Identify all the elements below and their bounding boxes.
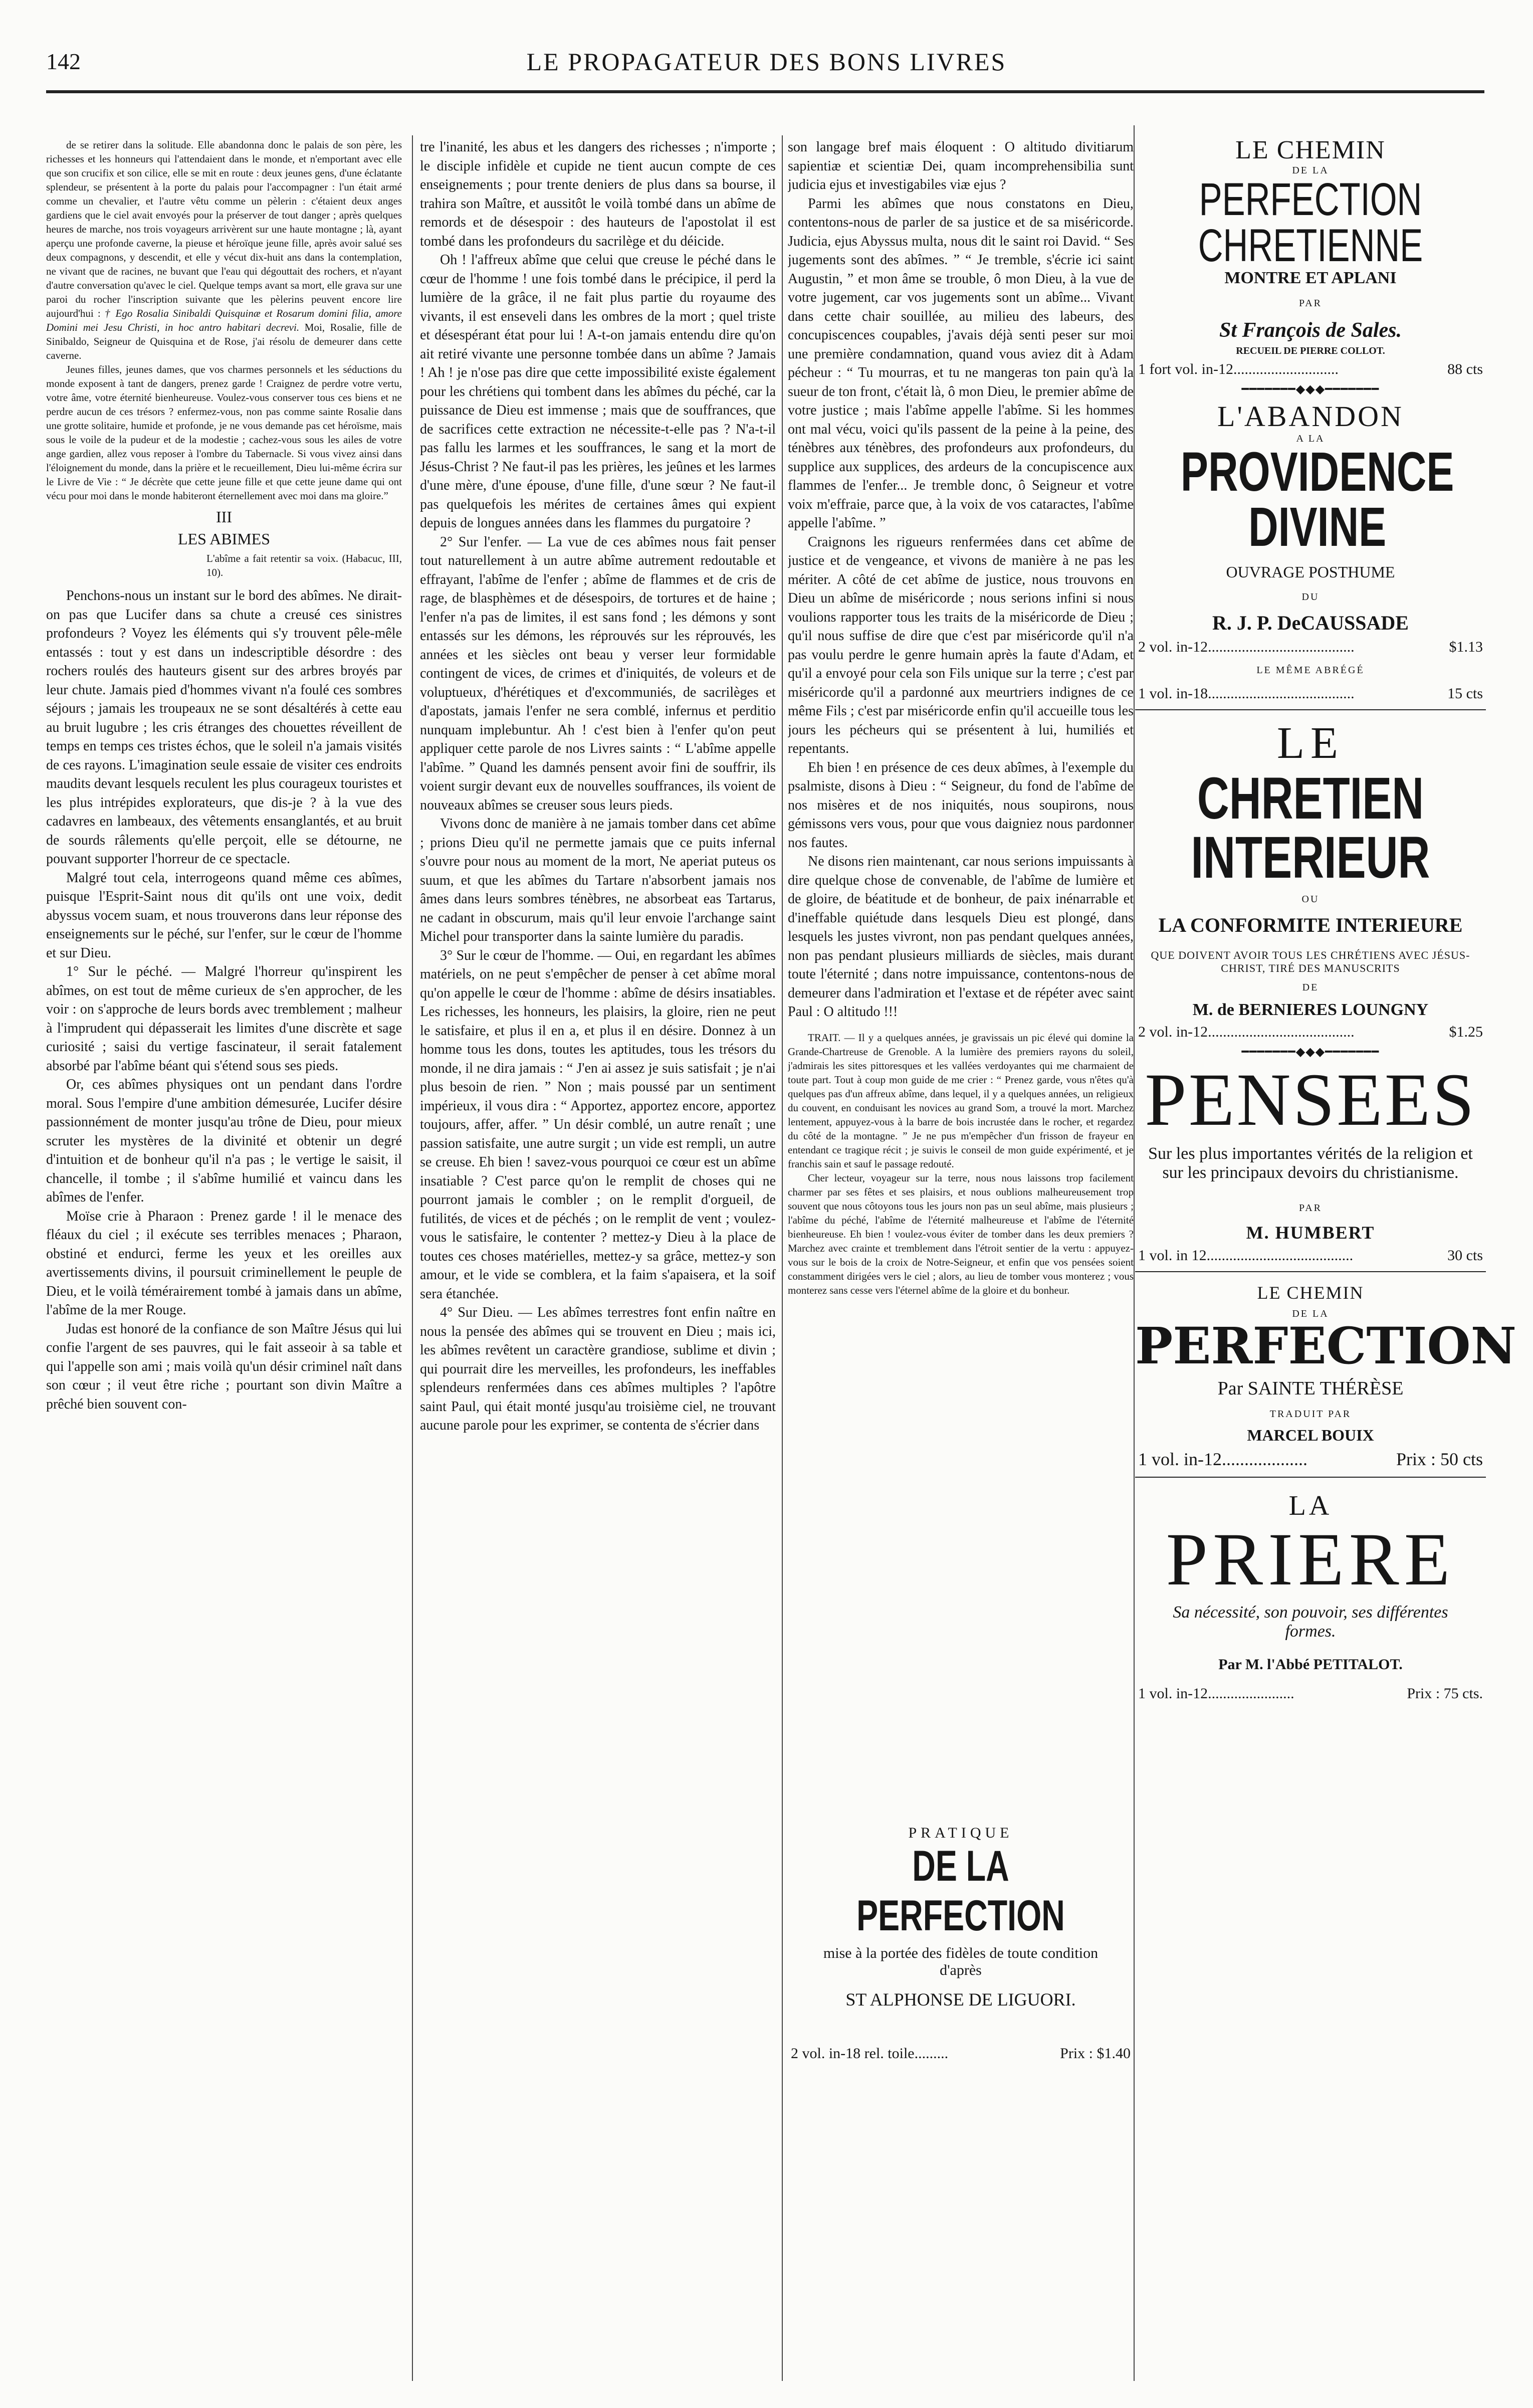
ad-divider [1135,709,1486,710]
ad-line: RECUEIL DE PIERRE COLLOT. [1236,345,1385,356]
ad-line: DU [1301,591,1320,603]
ad-title: DE LA PERFECTION [856,1842,1065,1940]
column-1 [46,138,402,1414]
column-3 [788,138,1134,1707]
ad-price: 1 vol. in 12....................................... 30 cts [1138,1247,1483,1264]
ad-title: PRIERE [1166,1518,1455,1601]
ad-line: Par SAINTE THÉRÈSE [1217,1378,1404,1399]
ad-price: 1 fort vol. in-12............................ 88 cts [1138,361,1483,377]
ad-price: 1 vol. in-12................... Prix : 50 cts [1138,1449,1483,1469]
paragraph: tre l'inanité, les abus et les dangers des richesses ; n'importe ; le disciple infidèle et cupide ne tient aucun compte de ces enseignements ; pour trente deniers de plus dans sa bourse, il trahira son Maître, et aussitôt le voilà tombé dans un abîme de remords et de désespoir : des hauteurs de l'apostolat il est tombé dans les profondeurs du sacrilège et du déicide. [420,139,776,249]
ad-divider [1135,1477,1486,1478]
ad-author: M. HUMBERT [1246,1223,1375,1243]
ad-title: PENSEES [1145,1058,1476,1141]
ad-line: PAR [1298,1202,1323,1214]
ad-price: 2 vol. in-12....................................... $1.13 [1138,639,1483,655]
ad-title: PROVIDENCE DIVINE [1180,441,1454,558]
ad-line: LE MÊME ABRÉGÉ [1256,665,1365,676]
column-divider [1134,125,1135,2381]
ad-line: LA [1288,1490,1333,1521]
paragraph: Moïse crie à Pharaon : Prenez garde ! il le menace des fléaux du ciel ; il exécute ses terribles menaces ; Pharaon, obstiné et endurci, ferme les yeux et les oreilles aux avertissements divins, il poursuit criminellement le peuple de Dieu, et le voilà témérairement tombé à jamais dans un abîme, l'abîme de la mer Rouge. [46,1208,402,1318]
ad-author: St François de Sales. [1219,319,1402,342]
ad-line: MONTRE ET APLANI [1224,269,1397,287]
paragraph: son langage bref mais éloquent : O altitudo divitiarum sapientiæ et scientiæ Dei, quam incomprehensibilia sunt judicia ejus et investigabiles viæ ejus ? [788,139,1134,192]
paragraph: Jeunes filles, jeunes dames, que vos charmes personnels et les séductions du monde exposent à tant de dangers, prenez garde ! Craignez de perdre votre vertu, votre âme, votre éternité bienheureuse. Voulez-vous conserver tous ces biens et ne perdre aucun de ces trésors ? enfermez-vous, non pas comme sainte Rosalie dans une grotte solitaire, humide et profonde, je ne vous demande pas cet héroïsme, mais sous le voile de la pudeur et de la modestie ; cachez-vous sous les ailes de votre ange gardien, allez vous reposer à l'ombre du Tabernacle. Si vous vivez ainsi dans l'éloignement du monde, dans la prière et le recueillement, Dieu lui-même écrira sur le Livre de Vie : “ Je décrète que cette jeune fille et que cette jeune dame qui ont vécu pour moi dans le monde habiteront éternellement avec moi dans ma gloire.” [46,363,402,502]
ad-line: LE CHEMIN [1257,1283,1364,1303]
running-title: LE PROPAGATEUR DES BONS LIVRES [526,48,1007,76]
ad-title: PERFECTION CHRETIENNE [1198,174,1423,271]
ad-title: CHRETIEN INTERIEUR [1191,765,1430,891]
ad-line: L'ABANDON [1217,400,1404,433]
ornament-divider: ━━━━━━━◆◆◆━━━━━━━ [1241,383,1380,396]
ad-author: ST ALPHONSE DE LIGUORI. [845,1989,1076,2010]
ad-title: PERFECTION [1135,1316,1517,1375]
ornament-divider: ━━━━━━━◆◆◆━━━━━━━ [1241,1046,1380,1059]
paragraph: 3° Sur le cœur de l'homme. — Oui, en regardant les abîmes matériels, on ne peut s'empêcher de penser à cet abîme moral qu'on appelle le cœur de l'homme : abîme de désirs insatiables. Les richesses, les honneurs, les plaisirs, la gloire, rien ne peut le satisfaire, et plus il en a, et plus il en désire. Donnez à un homme tous les dons, toutes les aptitudes, tous les trésors du monde, il ne dira jamais : “ J'en ai assez je suis satisfait ; je n'ai plus besoin de rien. ” Non ; mais poussé par un sentiment impérieux, il vous dira : “ Apportez, apportez encore, apportez toujours, affer, affer. ” Un désir comblé, un autre renaît ; une passion satisfaite, une autre surgit ; un vide est rempli, un autre se creuse. Eh bien ! savez-vous pourquoi ce cœur est un abîme insatiable ? C'est parce qu'on le remplit de choses qui ne pourront jamais le combler ; on le remplit d'orgueil, de futilités, de vices et de péchés ; on le remplit de vent ; voulez-vous le satisfaire, le contenter ? mettez-y Dieu à la place de toutes ces choses matérielles, mettez-y sa grâce, mettez-y son amour, et le vide se comblera, et la faim s'apaisera, et la soif sera étanchée. [420,947,776,1302]
paragraph: de se retirer dans la solitude. Elle abandonna donc le palais de son père, les richesses et les honneurs qui l'attendaient dans le monde, et n'emportant avec elle que son crucifix et son cilice, elle se mit en route : deux jeunes gens, d'une éclatante splendeur, se présentent à la porte du palais pour l'accompagner : l'un était armé comme un chevalier, et l'autre vêtu comme un pèlerin : c'étaient deux anges gardiens que le ciel avait envoyés pour la préserver de tout danger ; après quelques heures de marche, nos trois voyageurs arrivèrent sur une haute montagne ; là, ayant aperçu une profonde caverne, la pieuse et héroïque jeune fille, après avoir salué ses deux compagnons, y descendit, et elle y vécut dix-huit ans dans la contemplation, ne vivant que de racines, ne buvant que l'eau qui dégouttait des rochers, et n'ayant d'autre conversation qu'avec le ciel. Quelque temps avant sa mort, elle grava sur une paroi du rocher l'inscription suivante que les pèlerins peuvent encore lire aujourd'hui : † Ego Rosalia Sinibaldi Quisquinæ et Rosarum domini filia, amore Domini mei Jesu Christi, in hoc antro habitari decrevi. Moi, Rosalie, fille de Sinibaldo, Seigneur de Quisquina et de Rose, j'ai résolu de demeurer dans cette caverne. [46,139,402,361]
ad-line: LE [1277,718,1344,768]
paragraph: 4° Sur Dieu. — Les abîmes terrestres font enfin naître en nous la pensée des abîmes qui se trouvent en Dieu ; mais ici, les abîmes revêtent un caractère grandiose, sublime et divin ; qui pourrait dire les merveilles, les profondeurs, les ineffables splendeurs renfermées dans ces abîmes multiples ? l'apôtre saint Paul, qui était monté jusqu'au troisième ciel, ne trouvant aucune parole pour les exprimer, se contenta de s'écrier dans [420,1305,776,1433]
paragraph: Craignons les rigueurs renfermées dans cet abîme de justice et de vengeance, et vivons de manière à ne pas les mériter. A côté de cet abîme de justice, nous trouvons en Dieu un abîme de miséricorde ; nous serions infini si nous voulions rapporter tous les traits de la miséricorde de Dieu ; qu'il nous suffise de dire que c'est par miséricorde qu'il n'a pas voulu perdre le genre humain après la faute d'Adam, et qu'il a envoyé pour cela son Fils unique sur la terre ; c'est par miséricorde qu'il a pardonné aux meurtriers indignes de ce même Fils ; c'est par miséricorde enfin qu'il accueille tous les jours les pécheurs qui se présentent à lui, humiliés et repentants. [788,534,1134,756]
ad-line: DE [1302,982,1319,993]
ad-line: LE CHEMIN [1235,136,1386,164]
ad-author: M. de BERNIERES LOUNGNY [1192,1000,1429,1019]
ad-author: MARCEL BOUIX [1247,1426,1374,1444]
ad-author: R. J. P. DeCAUSSADE [1212,612,1409,634]
ad-line: DE LA [1292,1308,1329,1319]
paragraph: Penchons-nous un instant sur le bord des abîmes. Ne dirait-on pas que Lucifer dans sa chute a creusé ces sinistres profondeurs ? Voyez les éléments qui s'y trouvent pêle-mêle entassés : tout y est dans un indescriptible désordre : des rochers roulés des hauteurs gisent sur des arbres broyés par leur chute. Jamais pied d'hommes vivant n'a foulé ces sombres séjours ; jamais les troupeaux ne se sont désaltérés à cette eau au bruit lugubre ; les cris étranges des chouettes réveillent de temps en temps ces tristes échos, que le soleil n'a jamais visités de ces rayons. L'imagination seule essaie de visiter ces endroits maudits devant lesquels reculent les plus courageux touristes et les plus intrépides explorateurs, que dis-je ? à la vue des cadavres en lambeaux, des vêtements ensanglantés, et au bruit de sourds râlements qu'elle perçoit, elle se détourne, ne pouvant supporter l'horreur de ce spectacle. [46,588,402,867]
trait-paragraph: Cher lecteur, voyageur sur la terre, nous nous laissons trop facilement charmer par ses fêtes et ses plaisirs, et nous oublions malheureusement trop souvent que nous côtoyons tous les jours non pas un seul abîme, mais plusieurs ; l'abîme du péché, l'abîme de l'éternité malheureuse et l'abîme de l'éternité bienheureuse. Eh bien ! voulez-vous éviter de tomber dans les deux premiers ? Marchez avec crainte et tremblement dans l'étroit sentier de la vertu : appuyez-vous sur le bois de la croix de Notre-Seigneur, et enfin que vos pensées soient constamment dirigées vers le ciel ; alors, au lieu de tomber vous monterez ; vous monterez sans cesse vers l'éternel abîme de la gloire et du bonheur. [788,1171,1134,1296]
column-divider [782,135,783,2381]
ad-price: 2 vol. in-12....................................... $1.25 [1138,1024,1483,1040]
section-title: LES ABIMES [177,529,271,548]
column-2 [420,138,776,1435]
paragraph: Oh ! l'affreux abîme que celui que creuse le péché dans le cœur de l'homme ! une fois tombé dans le précipice, il perd la lumière de la grâce, il ne fait plus partie du royaume des vivants, il est enseveli dans les ombres de la mort ; quel triste et désespérant état pour lui ! A-t-on jamais entendu dire qu'on ait retiré vivante une personne tombée dans un abîme ? Jamais ! Ah ! je n'ose pas dire que cette impossibilité existe également pour les chrétiens qui tombent dans les abîmes du péché, car la puissance de Dieu est immense ; mais que de souffrances, que de sacrifices cette extraction ne nécessite-t-elle pas ? N'a-t-il pas fallu les larmes et les souffrances, le sang et la mort de Jésus-Christ ? Ne faut-il pas les prières, les jeûnes et les larmes d'une mère, d'une épouse, d'une fille, d'une sœur ? Ne faut-il pas quelquefois les mérites de certaines âmes qui expient depuis de longues années dans les flammes du purgatoire ? [420,252,776,531]
ad-pratique [788,1825,1134,2066]
ad-line: LA CONFORMITE INTERIEURE [1158,914,1463,936]
ad-line: OUVRAGE POSTHUME [1226,563,1395,581]
ad-line: DE LA [1292,165,1329,176]
ad-author: Par M. l'Abbé PETITALOT. [1218,1656,1403,1673]
ad-price: 1 vol. in-18....................................... 15 cts [1138,685,1483,702]
ad-line: mise à la portée des fidèles de toute condition d'après [823,1945,1099,1978]
ad-line: OU [1301,894,1320,905]
ad-line: QUE DOIVENT AVOIR TOUS LES CHRÉTIENS AVEC JÉSUS-CHRIST, TIRÉ DES MANUSCRITS [1151,949,1470,974]
paragraph: Eh bien ! en présence de ces deux abîmes, à l'exemple du psalmiste, disons à Dieu : “ Seigneur, du fond de l'abîme de nos misères et de nos iniquités, nous soupirons, nous gémissons vers vous, pour que vous daigniez nous pardonner nos fautes. [788,759,1134,851]
ad-line: TRADUIT PAR [1269,1409,1352,1420]
ad-line: Sur les plus importantes vérités de la religion et sur les principaux devoirs du christianisme. [1148,1144,1473,1182]
ad-column [1135,115,1517,1706]
paragraph: Ne disons rien maintenant, car nous serions impuissants à dire quelque chose de convenable, de l'abîme de lumière et de gloire, de béatitude et de bonheur, de paix inénarrable et d'ineffable quiétude dans lesquels Dieu est plongé, dans lesquels les justes vivront, non pas pendant quelques années, non pas pendant plusieurs milliards de siècles, mais durant toute l'éternité ; dans notre impuissance, contentons-nous de demeurer dans l'admiration et l'extase et de répéter avec saint Paul : O altitudo !!! [788,854,1134,1020]
paragraph: Malgré tout cela, interrogeons quand même ces abîmes, puisque l'Esprit-Saint nous dit qu'ils ont une voix, dedit abyssus vocem suam, et nous trouverons dans leur réponse des enseignements sur le péché, sur l'enfer, sur le cœur de l'homme et sur Dieu. [46,870,402,961]
ad-price: 2 vol. in-18 rel. toile......... Prix : $1.40 [791,2045,1131,2062]
paragraph: 1° Sur le péché. — Malgré l'horreur qu'inspirent les abîmes, on est tout de même curieux de s'en approcher, de les voir : on s'approche de leurs bords avec tremblement ; malheur à l'imprudent qui dépasserait les limites d'une discrète et sage curiosité ; saisi du vertige fascinateur, il serait fatalement absorbé par l'abîme béant qui s'étend sous ses pieds. [46,964,402,1074]
column-divider [412,135,413,2381]
ad-line: PRATIQUE [908,1825,1013,1841]
section-number: III [216,508,232,526]
ad-line: PAR [1298,298,1323,309]
paragraph: Or, ces abîmes physiques ont un pendant dans l'ordre moral. Sous l'empire d'une ambition démesurée, Lucifer désire passionnément de monter jusqu'au trône de Dieu, pour mieux scruter les mystères de la divinité et obtenir un degré d'intuition et de bonheur qu'il n'a pas ; le vertige le saisit, il chancelle, il tombe ; il s'abîme humilié et vaincu dans les abîmes de l'enfer. [46,1077,402,1205]
epigraph: L'abîme a fait retentir sa voix. (Habacuc, III, 10). [206,552,402,578]
page-number: 142 [46,49,81,74]
header-rule [46,90,1484,93]
paragraph: 2° Sur l'enfer. — La vue de ces abîmes nous fait penser tout naturellement à un autre abîme autrement redoutable et effrayant, l'abîme de l'enfer ; abîme de flammes et de cris de rage, de blasphèmes et de désespoirs, de tortures et de haine ; l'enfer n'a pas de limites, il est sans fond ; les démons y sont entassés sur les démons, les réprouvés sur les réprouvés, les années et les siècles ont beau y verser leur formidable contingent de vices, de crimes et d'iniquités, de voleurs et de voluptueux, d'hérétiques et d'excommuniés, de sacrilèges et d'apostats, jamais l'enfer ne sera comblé, infernus et perditio nunquam implebuntur. Ah ! c'est bien à l'enfer qu'on peut appliquer cette parole de nos Livres saints : “ L'abîme appelle l'abîme. ” Quand les damnés pensent avoir fini de souffrir, ils voient surgir devant eux de nouvelles souffrances, ils voient de nouveaux abîmes se creuser sous leurs pieds. [420,534,776,813]
ad-price: 1 vol. in-12....................... Prix : 75 cts. [1138,1685,1483,1702]
trait-paragraph: TRAIT. — Il y a quelques années, je gravissais un pic élevé qui domine la Grande-Chartreuse de Grenoble. A la lumière des premiers rayons du soleil, j'admirais les sites pittoresques et les vallées verdoyantes qui me charmaient de toute part. Tout à coup mon guide de me crier : “ Prenez garde, vous n'êtes qu'à quelques pas d'un affreux abîme, dans lequel, il y a quelques années, un religieux du couvent, en conduisant les novices au grand Som, a trouvé la mort. Marchez lentement, appuyez-vous à la barre de bois incrustée dans le rocher, et regardez du côté de la montagne. ” Je ne pus m'empêcher d'un frisson de frayeur en entendant ce tragique récit ; je suivis le conseil de mon guide expérimenté, et je franchis sain et sauf le passage redouté. [788,1031,1134,1170]
ad-line: A LA [1296,433,1325,444]
paragraph: Judas est honoré de la confiance de son Maître Jésus qui lui confie l'argent de ses pauvres, qui le fait asseoir à sa table et qui l'appelle son ami ; mais voilà qu'un désir criminel naît dans son cœur ; il veut être riche ; pourtant son divin Maître a prêché bien souvent con- [46,1321,402,1412]
ad-divider [1135,1271,1486,1272]
paragraph: Vivons donc de manière à ne jamais tomber dans cet abîme ; prions Dieu qu'il ne permette jamais que ce puits infernal s'ouvre pour nous au moment de la mort, Ne aperiat puteus os suum, et que les abîmes du Tartare n'absorbent jamais nos âmes dans leurs sombres ténèbres, ne absorbeat eas Tartarus, ne cadant in obscurum, mais qu'il leur envoie l'archange saint Michel pour transporter dans la sainte lumière du paradis. [420,816,776,944]
ad-line: Sa nécessité, son pouvoir, ses différentes formes. [1173,1603,1448,1641]
paragraph: Parmi les abîmes que nous constatons en Dieu, contentons-nous de parler de sa justice et de sa miséricorde. Judicia, ejus Abyssus multa, nous dit le saint roi David. “ Ses jugements sont des abîmes. ” “ Je tremble, s'écrie ici saint Augustin, ” et mon âme se trouble, ô mon Dieu, à la vue de votre jugement, car vos jugements sont un abîme... Vivant dans cette chair souillée, au milieu des labeurs, des concupiscences coupables, j'avais déjà senti peser sur moi une première condamnation, quand vous aviez dit à Adam pécheur : “ Tu mourras, et tu ne mangeras ton pain qu'à la sueur de ton front, c'était là, ô mon Dieu, le premier abîme de votre justice ; mais l'abîme appelle l'abîme. Si les hommes ont mal vécu, voici qu'ils passent de la peine à la peine, des ténèbres aux ténèbres, des profondeurs aux profondeurs, du supplice aux supplices, des ardeurs de la concupiscence aux flammes de l'enfer... Je tremble donc, ô Seigneur et votre voix m'effraie, parce que, à la voix de vos cataractes, l'abîme appelle l'abîme. ” [788,195,1134,531]
